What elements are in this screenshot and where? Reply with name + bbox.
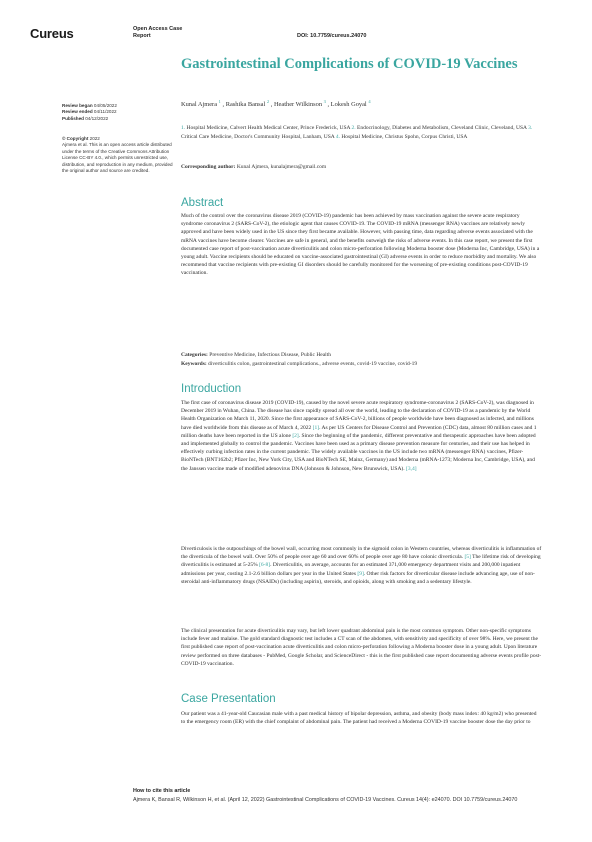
citation-link[interactable]: [9] [357,570,364,577]
abstract-text: Much of the control over the coronavirus disease 2019 (COVID-19) pandemic has been achieved by mass vaccination against the severe acute respiratory syndrome coronavirus 2 (SARS-CoV-2), the etiologic agent that causes COVID-19. The COVID-19 mRNA (messenger RNA) vaccines are relatively newly approved and have been widely used in the US since they first became available. However, with passing time, data regarding adverse events associated with the mRNA vaccines have become clearer. Vaccines are safe in general, and the benefits outweigh the risks of adverse events. In this case report, we present the first documented case report of post-vaccination acute diverticulitis and colon micro-perforation following Moderna booster dose (Moderna Inc, Cambridge, USA) in a young adult. Vaccine recipients should be educated on vaccine-associated gastrointestinal (GI) adverse events in order to reduce morbidity and mortality. We also recommend that vaccine recipients with pre-existing GI disorders should be carefully monitored for the worsening of pre-existing conditions post-COVID-19 vaccination. [181,213,540,277]
citation-link[interactable]: [6-8] [259,562,271,569]
author[interactable]: Lokesh Goyal $^4$ [330,99,371,109]
keywords: Keywords: diverticulitis colon, gastrointestinal complications., adverse events, covid-19 vaccine, covid-19 [181,361,418,367]
introduction-paragraph-1: The first case of coronavirus disease 2019 (COVID-19), caused by the novel severe acute respiratory syndrome-coronavirus 2 (SARS-CoV-2), was diagnosed in December 2019 in Wuhan, China. The disease has since rapidly spread all over the world, leading to the declaration of COVID-19 as a pandemic by the World Health Organization on March 11, 2020. Since the first appearance of SARS-CoV-2, billions of people worldwide have been diagnosed as infected, and millions have died worldwide from this disease as of March 4, 2022 [1]. As per US Centers for Disease Control and Prevention (CDC) data, almost 80 million cases and 1 million deaths have been reported in the US alone [2]. Since the beginning of the pandemic, different preventative and therapeutic approaches have been adopted and implemented globally to control the pandemic. Vaccines have been used as a primary disease prevention measure for centuries, and their use has helped in effectively curbing infection rates in the current pandemic. The widely available vaccines in the US include two mRNA (messenger RNA) vaccines, Pfizer-BioNTech (BNT162b2; Pfizer Inc, New York City, USA and BioNTech SE, Mainz, Germany) and Moderna (mRNA-1273; Moderna Inc, Cambridge, USA), and the Janssen vaccine made of modified adenovirus DNA (Johnson & Johnson, New Brunswick, USA). [3,4] [181,400,537,472]
author[interactable]: Rashika Bansal $^2$ [225,99,270,109]
affiliations [181,124,541,141]
introduction-paragraph-2: Diverticulosis is the outpouchings of the bowel wall, occurring most commonly in the sigmoid colon in Western countries, whereas diverticulitis is inflammation of the diverticula of the bowel wall. Over 50% of people over age 60 and over 60% of people over age 80 have colonic diverticula. [5] The lifetime risk of developing diverticulitis is estimated at 5-25% [6-8]. Diverticulitis, on average, accounts for an estimated 371,000 emergency department visits and 200,000 inpatient admissions per year, costing 2.1-2.6 billion dollars per year in the United States [9]. Other risk factors for diverticular disease include advancing age, use of non-steroidal anti-inflammatory drugs (NSAIDs) (including aspirin), steroids, and opioids, along with smoking and a sedentary lifestyle. [181,546,542,585]
introduction-heading: Introduction [181,383,242,395]
affiliation: Critical Care Medicine, Doctor's Community Hospital, Lanham, USA [181,133,335,140]
article-title: Gastrointestinal Complications of COVID-19 Vaccines [181,56,518,72]
author-list: Kunal Ajmera $^1$ , Rashika Bansal $^2$ , Heather Wilkinson $^3$ , Lokesh Goyal $^4$ [181,99,371,109]
article-type-line2: Report [133,33,151,39]
citation-link[interactable]: [2] [292,432,299,439]
copyright-block: © Copyright 2022 Ajmera et al. This is an open access article distributed under the terms of the Creative Commons Attribution License CC-BY 4.0., which permits unrestricted use, distribution, and reproduction in any medium, provided the original author and source are credited. [62,136,173,174]
affiliation: Hospital Medicine, Christus Spohn, Corpus Christi, USA [341,133,468,140]
journal-logo: Cureus [30,26,74,41]
author[interactable]: Heather Wilkinson $^3$ [273,99,326,109]
corresponding-author: Corresponding author: Kunal Ajmera, kunalajmera@gmail.com [181,164,327,170]
affiliation: Hospital Medicine, Calvert Health Medical Center, Prince Frederick, USA [186,125,351,131]
case-presentation-paragraph-1: Our patient was a 41-year-old Caucasian male with a past medical history of bipolar depression, asthma, and obesity (body mass index: 40 kg/m2) who presented to the emergency room (ER) with the chief complaint of abdominal pain. The patient had received a Moderna COVID-19 vaccine booster dose the day prior to [181,711,537,726]
article-type [133,26,203,40]
citation-text: Ajmera K, Bansal R, Wilkinson H, et al. (April 12, 2022) Gastrointestinal Complications of COVID-19 Vaccines. Cureus 14(4): e24070. DOI 10.7759/cureus.24070 [133,797,518,803]
citation-link[interactable]: [5] [464,554,471,561]
affiliation-number: 4. [335,133,340,140]
categories: Categories: Preventive Medicine, Infectious Disease, Public Health [181,352,331,358]
review-dates: Review began 04/05/2022 Review ended 04/11/2022 Published 04/12/2022 [62,103,117,121]
author[interactable]: Kunal Ajmera $^1$ [181,99,221,109]
affiliation: Endocrinology, Diabetes and Metabolism, Cleveland Clinic, Cleveland, USA [357,125,527,131]
affiliation-number: 2. [351,125,356,131]
abstract-heading: Abstract [181,197,224,209]
citation-heading: How to cite this article [133,788,191,794]
affiliation-number: 3. [528,125,533,131]
doi[interactable]: DOI: 10.7759/cureus.24070 [297,33,367,39]
citation-link[interactable]: [1] [312,424,320,431]
license-text: Ajmera et al. This is an open access article distributed under the terms of the Creative Commons Attribution License CC-BY 4.0., which permits unrestricted use, distribution, and reproduction in any medium, provided the original author and source are credited. [62,142,173,174]
affiliation-number: 1. [181,125,186,131]
introduction-paragraph-3: The clinical presentation for acute diverticulitis may vary, but left lower quadrant abdominal pain is the most common symptom. Other non-specific symptoms include fever and malaise. The gold standard diagnostic test includes a CT scan of the abdomen, with sensitivity and specificity of over 98%. Here, we present the first published case report of post-vaccination acute diverticulitis and colon micro-perforation following a Moderna booster dose in a young adult. Upon literature review performed on three databases - PubMed, Google Scholar, and ScienceDirect - this is the first published case report documenting adverse events profile post-COVID-19 vaccination. [181,628,542,667]
case-presentation-heading: Case Presentation [181,693,276,705]
citation-link[interactable]: [3,4] [406,465,417,472]
article-type-line1: Open Access Case [133,26,183,32]
corresponding-author-value[interactable]: Kunal Ajmera, kunalajmera@gmail.com [236,164,327,170]
